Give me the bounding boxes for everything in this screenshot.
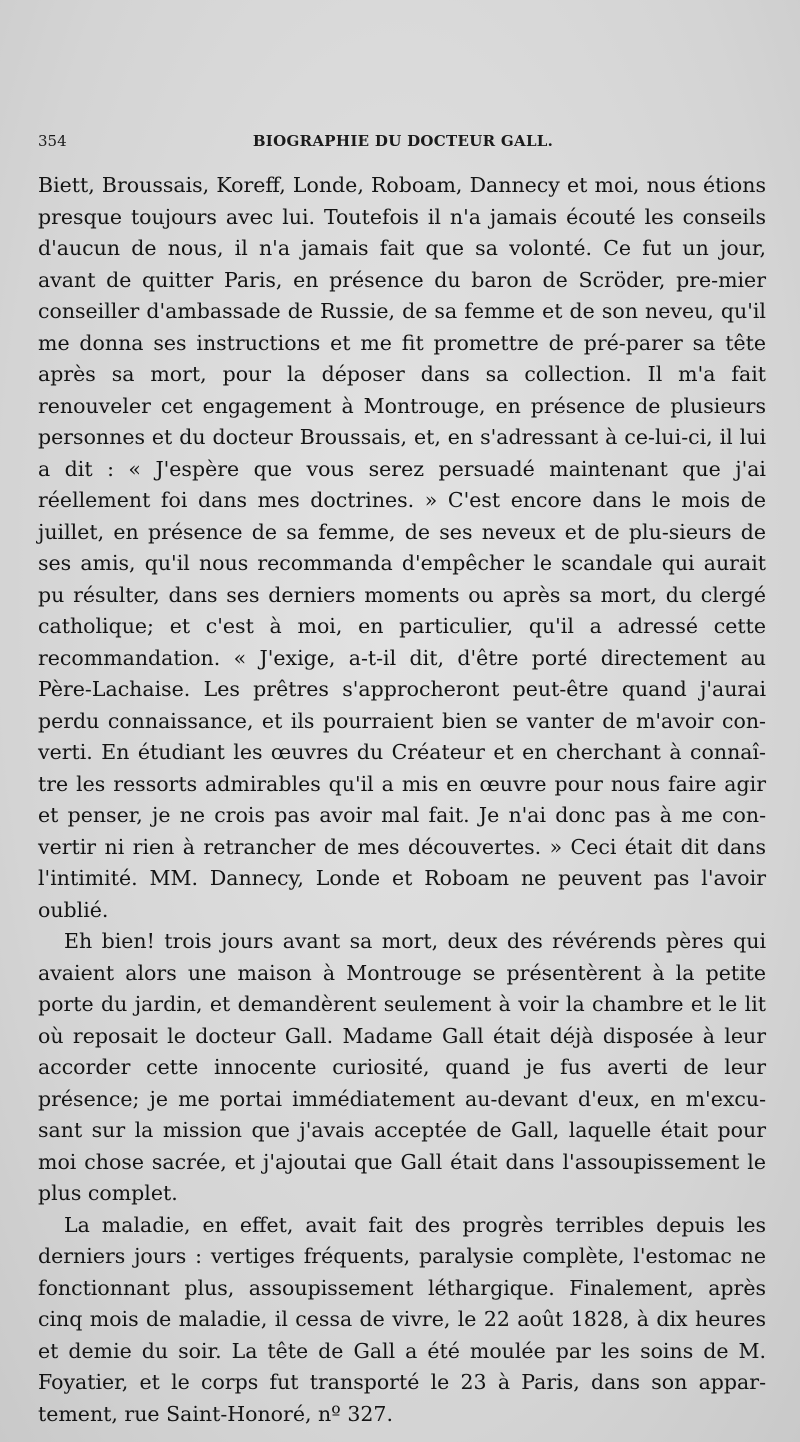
paragraph-continuation: Biett, Broussais, Koreff, Londe, Roboam, Dannecy et moi, nous étions presque toujours avec lui. Toutefois il n'a jamais écouté les conseils d'aucun de nous, il n'a jamais fait que sa volonté. Ce fut un jour, avant de quitter Paris, en présence du baron de Scröder, pre-mier conseiller d'ambassade de Russie, de sa femme et de son neveu, qu'il me donna ses instructions et me fit promettre de pré-parer sa tête après sa mort, pour la déposer dans sa collection. Il m'a fait renouveler cet engagement à Montrouge, en présence de plusieurs personnes et du docteur Broussais, et, en s'adressant à ce-lui-ci, il lui a dit : « J'espère que vous serez persuadé maintenant que j'ai réellement foi dans mes doctrines. » C'est encore dans le mois de juillet, en présence de sa femme, de ses neveux et de plu-sieurs de ses amis, qu'il nous recommanda d'empêcher le scandale qui aurait pu résulter, dans ses derniers moments ou après sa mort, du clergé catholique; et c'est à moi, en particulier, qu'il a adressé cette recommandation. « J'exige, a-t-il dit, d'être porté directement au Père-Lachaise. Les prêtres s'approcheront peut-être quand j'aurai perdu connaissance, et ils pourraient bien se vanter de m'avoir con-verti. En étudiant les œuvres du Créateur et en cherchant à connaî-tre les ressorts admirables qu'il a mis en œuvre pour nous faire agir et penser, je ne crois pas avoir mal fait. Je n'ai donc pas à me con-vertir ni rien à retrancher de mes découvertes. » Ceci était dit dans l'intimité. MM. Dannecy, Londe et Roboam ne peuvent pas l'avoir oublié.	[38, 173, 766, 922]
running-head	[38, 132, 768, 156]
running-title: BIOGRAPHIE DU DOCTEUR GALL.	[252, 132, 554, 150]
body-text	[38, 170, 766, 1430]
paragraph-la-maladie: La maladie, en effet, avait fait des progrès terribles depuis les derniers jours : vertiges fréquents, paralysie complète, l'estomac ne fonctionnant plus, assoupissement léthargique. Finalement, après cinq mois de maladie, il cessa de vivre, le 22 août 1828, à dix heures et demie du soir. La tête de Gall a été moulée par les soins de M. Foyatier, et le corps fut transporté le 23 à Paris, dans son appar-tement, rue Saint-Honoré, nº 327.	[38, 1212, 766, 1426]
paragraph-eh-bien: Eh bien! trois jours avant sa mort, deux des révérends pères qui avaient alors une maison à Montrouge se présentèrent à la petite porte du jardin, et demandèrent seulement à voir la chambre et le lit où reposait le docteur Gall. Madame Gall était déjà disposée à leur accorder cette innocente curiosité, quand je fus averti de leur présence; je me portai immédiatement au-devant d'eux, en m'excu-sant sur la mission que j'avais acceptée de Gall, laquelle était pour moi chose sacrée, et j'ajoutai que Gall était dans l'assoupissement le plus complet.	[38, 929, 766, 1205]
page-number: 354	[38, 132, 67, 150]
